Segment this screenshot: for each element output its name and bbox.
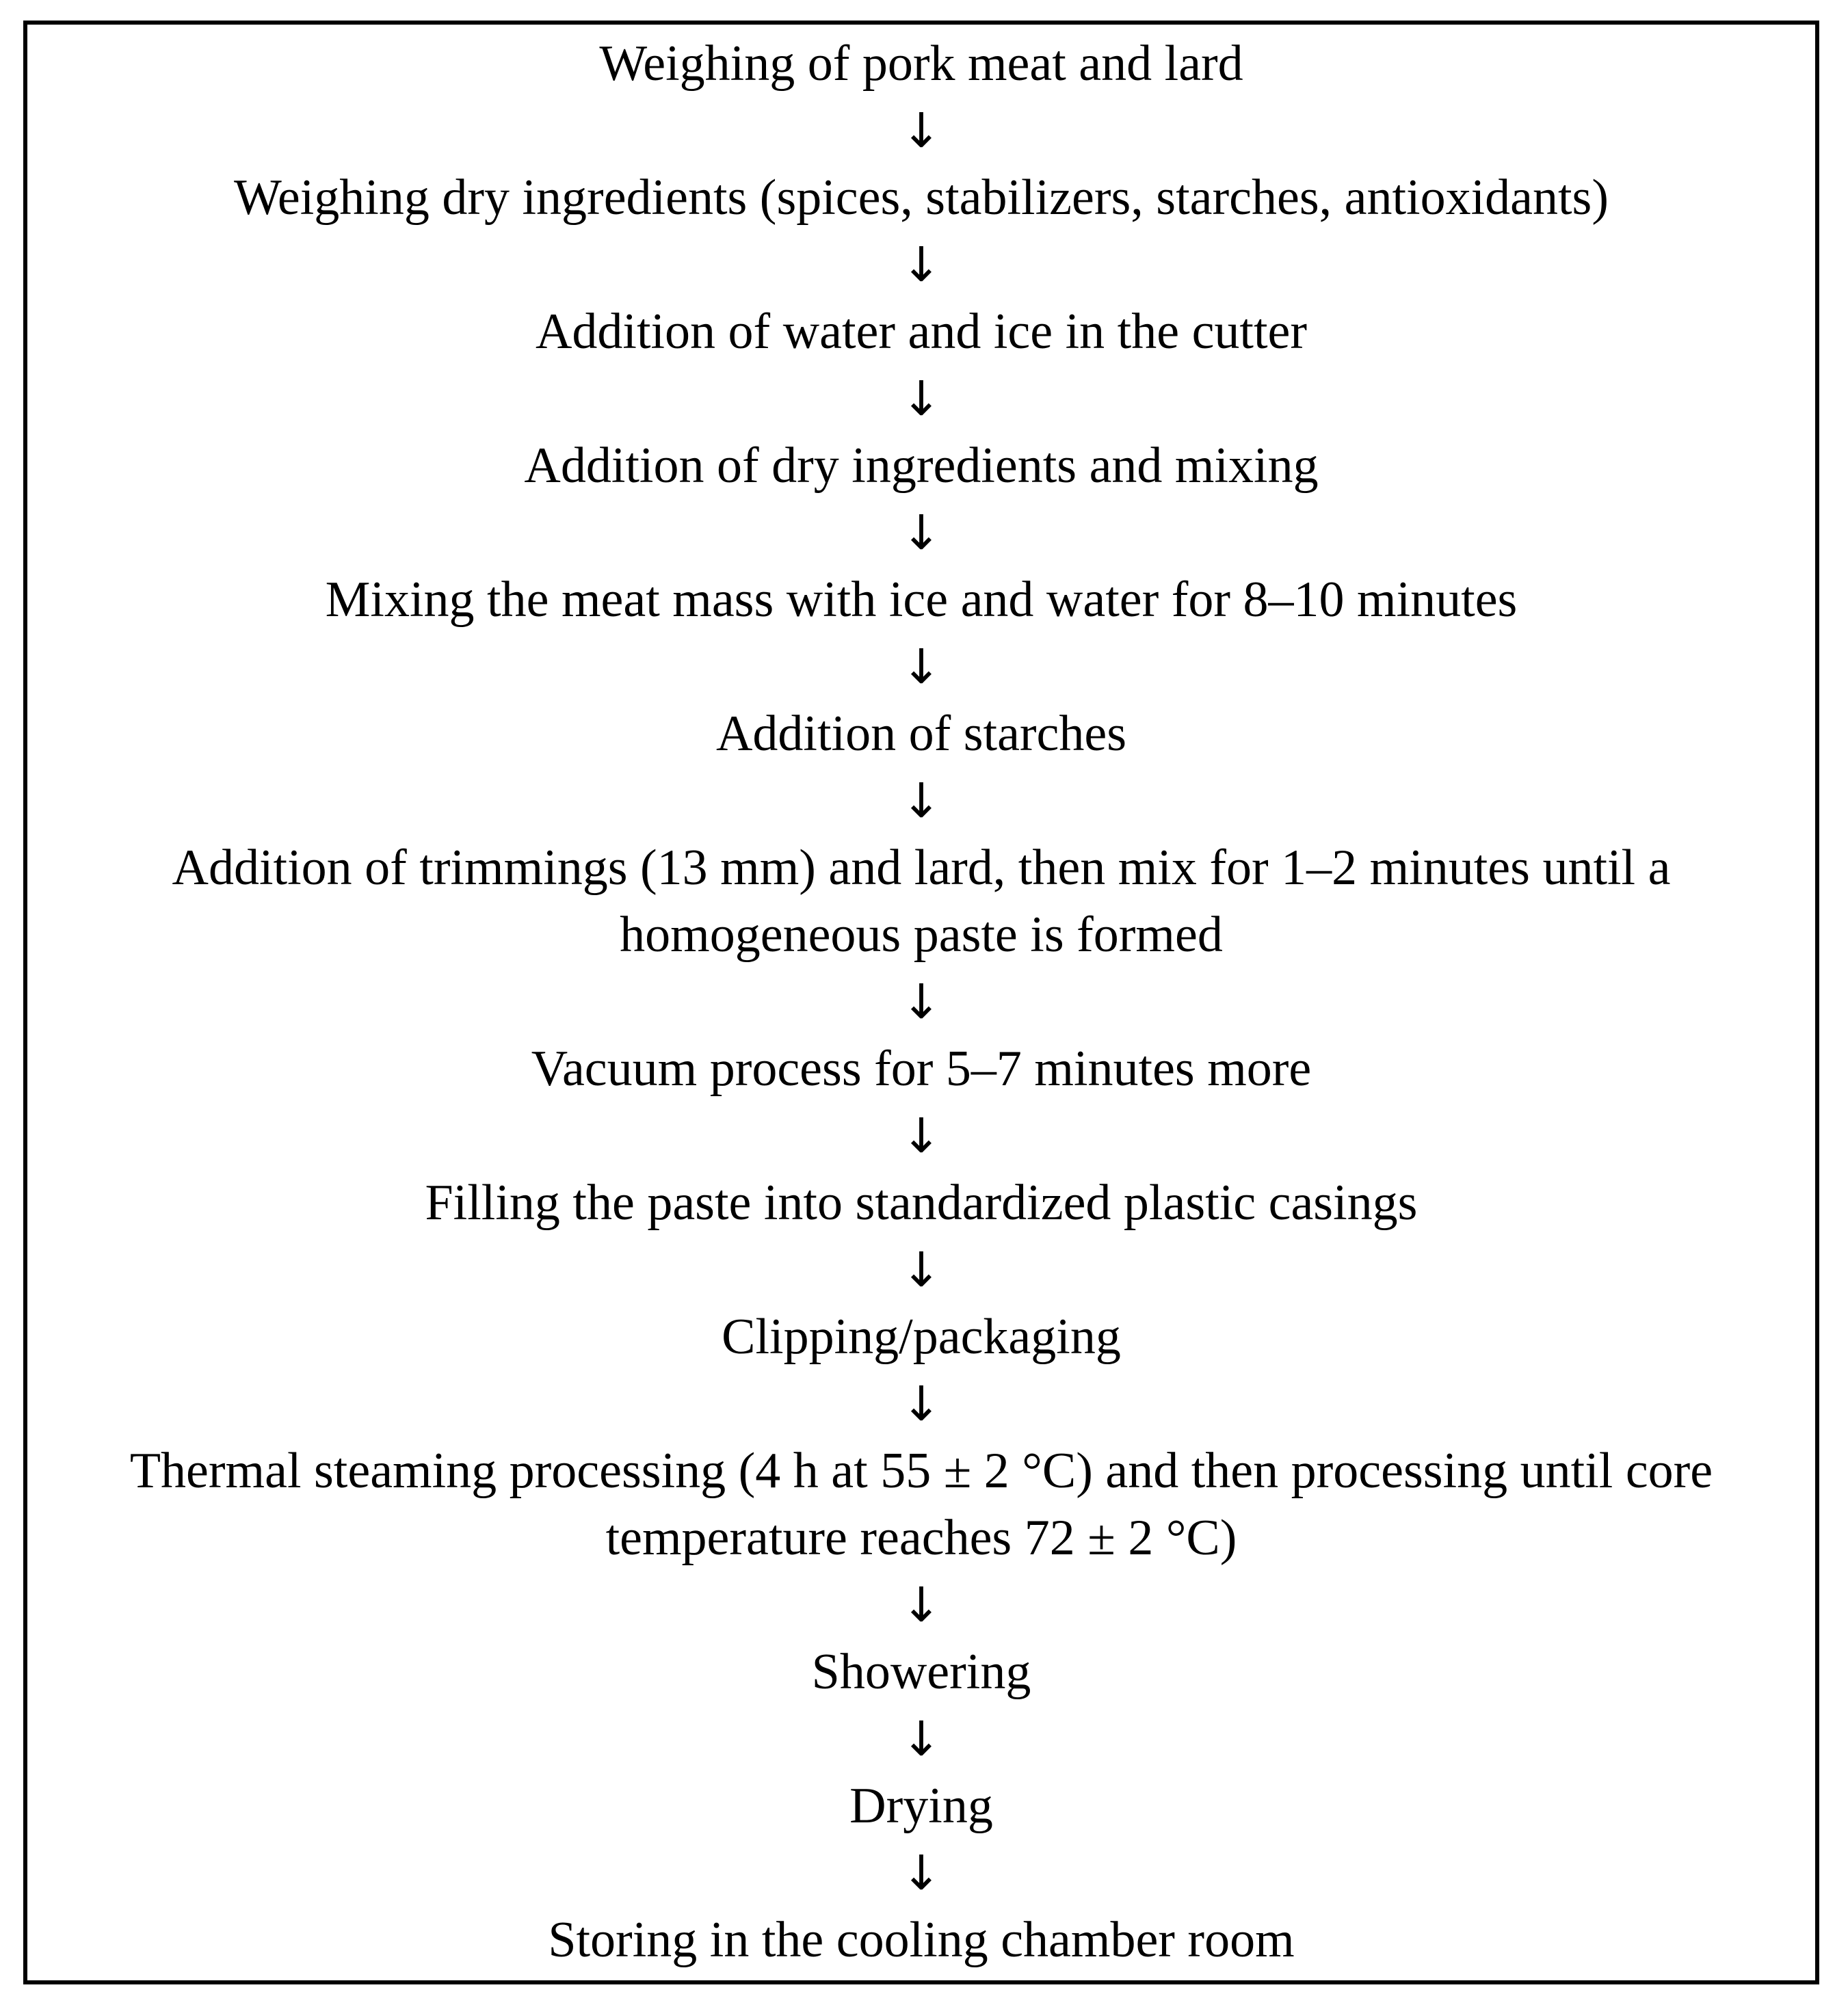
step-showering: Showering (811, 1644, 1031, 1700)
step-addition-trimmings-lard: Addition of trimmings (13 mm) and lard, then mix for 1–2 minutes until a homogeneous paste is formed (172, 840, 1671, 963)
down-arrow-icon: ↓ (901, 1845, 942, 1901)
step-thermal-steaming: Thermal steaming processing (4 h at 55 ± 2 °C) and then processing until core temperature reaches 72 ± 2 °C) (129, 1443, 1713, 1566)
step-mixing-meat-mass: Mixing the meat mass with ice and water for 8–10 minutes (325, 572, 1518, 628)
down-arrow-icon: ↓ (901, 1376, 942, 1432)
down-arrow-icon: ↓ (901, 103, 942, 159)
down-arrow-icon: ↓ (901, 773, 942, 829)
down-arrow-icon: ↓ (901, 1242, 942, 1298)
down-arrow-icon: ↓ (901, 639, 942, 695)
down-arrow-icon: ↓ (901, 237, 942, 293)
step-vacuum-process: Vacuum process for 5–7 minutes more (531, 1041, 1312, 1097)
step-weighing-meat-lard: Weighing of pork meat and lard (599, 36, 1243, 92)
down-arrow-icon: ↓ (901, 371, 942, 427)
down-arrow-icon: ↓ (901, 1577, 942, 1633)
step-addition-starches: Addition of starches (715, 706, 1127, 762)
step-filling-casings: Filling the paste into standardized plastic casings (425, 1175, 1418, 1231)
down-arrow-icon: ↓ (901, 1108, 942, 1164)
step-weighing-dry-ingredients: Weighing dry ingredients (spices, stabilizers, starches, antioxidants) (233, 170, 1609, 226)
step-addition-dry-ingredients: Addition of dry ingredients and mixing (524, 438, 1319, 494)
step-clipping-packaging: Clipping/packaging (722, 1309, 1121, 1365)
down-arrow-icon: ↓ (901, 974, 942, 1030)
down-arrow-icon: ↓ (901, 1711, 942, 1767)
step-addition-water-ice: Addition of water and ice in the cutter (535, 304, 1308, 360)
flowchart (27, 25, 1815, 1980)
down-arrow-icon: ↓ (901, 505, 942, 561)
step-drying: Drying (849, 1778, 993, 1834)
step-storing-cooling-chamber: Storing in the cooling chamber room (548, 1912, 1295, 1968)
